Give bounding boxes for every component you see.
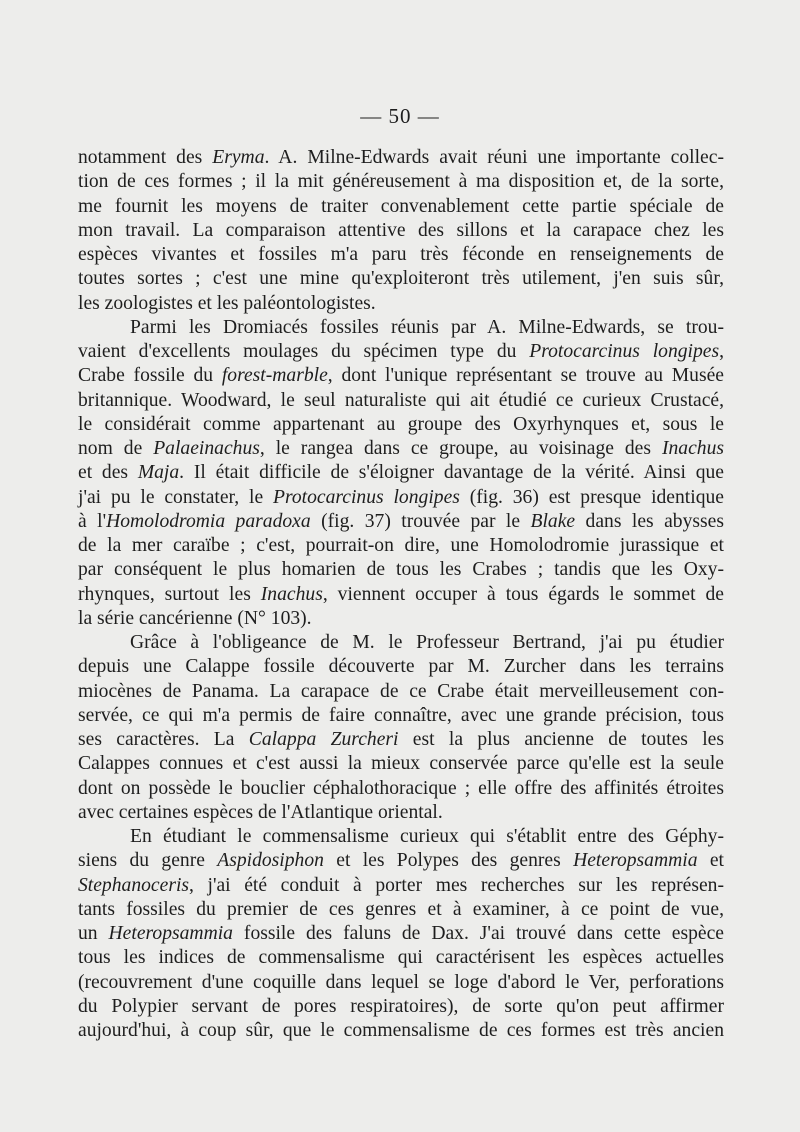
text-line: (recouvrement d'une coquille dans lequel se loge d'abord le Ver, perforations: [78, 971, 724, 993]
text-line: vaient d'excellents moulages du spécimen type du Protocarcinus longipes,: [78, 341, 725, 362]
text-line: mon travail. La comparaison attentive des sillons et la carapace chez les: [78, 219, 724, 241]
page-number: — 50 —: [360, 104, 440, 128]
text-line: notamment des Eryma. A. Milne-Edwards avait réuni une importante collec-: [78, 147, 724, 168]
text-line: tion de ces formes ; il la mit généreusement à ma disposition et, de la sorte,: [78, 171, 724, 193]
text-line: Calappes connues et c'est aussi la mieux conservée parce qu'elle est la seule: [78, 753, 724, 775]
text-line: miocènes de Panama. La carapace de ce Crabe était merveilleusement con-: [78, 680, 724, 702]
text-line: aujourd'hui, à coup sûr, que le commensalisme de ces formes est très ancien: [78, 1020, 724, 1041]
text-line: depuis une Calappe fossile découverte par M. Zurcher dans les terrains: [78, 656, 724, 678]
text-line: Parmi les Dromiacés fossiles réunis par A. Milne-Edwards, se trou-: [130, 316, 724, 338]
text-line: tous les indices de commensalisme qui caractérisent les espèces actuelles: [78, 947, 724, 969]
text-line: me fournit les moyens de traiter convenablement cette partie spéciale de: [78, 195, 724, 217]
text-line: avec certaines espèces de l'Atlantique oriental.: [78, 801, 443, 823]
text-line: servée, ce qui m'a permis de faire connaître, avec une grande précision, tous: [78, 704, 724, 726]
body-text: [78, 146, 724, 1043]
text-line: par conséquent le plus homarien de tous les Crabes ; tandis que les Oxy-: [78, 559, 724, 581]
text-line: nom de Palaeinachus, le rangea dans ce groupe, au voisinage des Inachus: [78, 438, 724, 459]
text-line: et des Maja. Il était difficile de s'éloigner davantage de la vérité. Ainsi que: [78, 462, 724, 484]
text-line: Grâce à l'obligeance de M. le Professeur Bertrand, j'ai pu étudier: [130, 632, 724, 653]
text-line: ses caractères. La Calappa Zurcheri est la plus ancienne de toutes les: [78, 729, 725, 750]
text-line: j'ai pu le constater, le Protocarcinus longipes (fig. 36) est presque identique: [78, 486, 724, 508]
text-line: En étudiant le commensalisme curieux qui s'établit entre des Géphy-: [130, 826, 724, 847]
text-line: toutes sortes ; c'est une mine qu'exploiteront très utilement, j'en suis sûr,: [78, 268, 724, 290]
text-line: Stephanoceris, j'ai été conduit à porter mes recherches sur les représen-: [78, 874, 724, 896]
text-line: un Heteropsammia fossile des faluns de Dax. J'ai trouvé dans cette espèce: [78, 923, 724, 944]
text-line: dont on possède le bouclier céphalothoracique ; elle offre des affinités étroites: [78, 777, 724, 799]
text-line: le considérait comme appartenant au groupe des Oxyrhynques et, sous le: [78, 413, 724, 435]
text-line: rhynques, surtout les Inachus, viennent occuper à tous égards le sommet de: [78, 583, 724, 605]
text-line: la série cancérienne (N° 103).: [78, 607, 312, 629]
text-line: britannique. Woodward, le seul naturaliste qui ait étudié ce curieux Crustacé,: [78, 389, 724, 411]
text-line: siens du genre Aspidosiphon et les Polypes des genres Heteropsammia et: [78, 850, 724, 872]
text-line: à l'Homolodromia paradoxa (fig. 37) trouvée par le Blake dans les abysses: [78, 510, 724, 532]
text-line: du Polypier servant de pores respiratoires), de sorte qu'on peut affirmer: [78, 995, 724, 1017]
text-line: Crabe fossile du forest-marble, dont l'unique représentant se trouve au Musée: [78, 365, 725, 387]
text-line: tants fossiles du premier de ces genres et à examiner, à ce point de vue,: [78, 898, 724, 920]
text-line: de la mer caraïbe ; c'est, pourrait-on dire, une Homolodromie jurassique et: [78, 535, 724, 556]
text-line: espèces vivantes et fossiles m'a paru très féconde en renseignements de: [78, 244, 724, 265]
text-line: les zoologistes et les paléontologistes.: [78, 292, 376, 314]
